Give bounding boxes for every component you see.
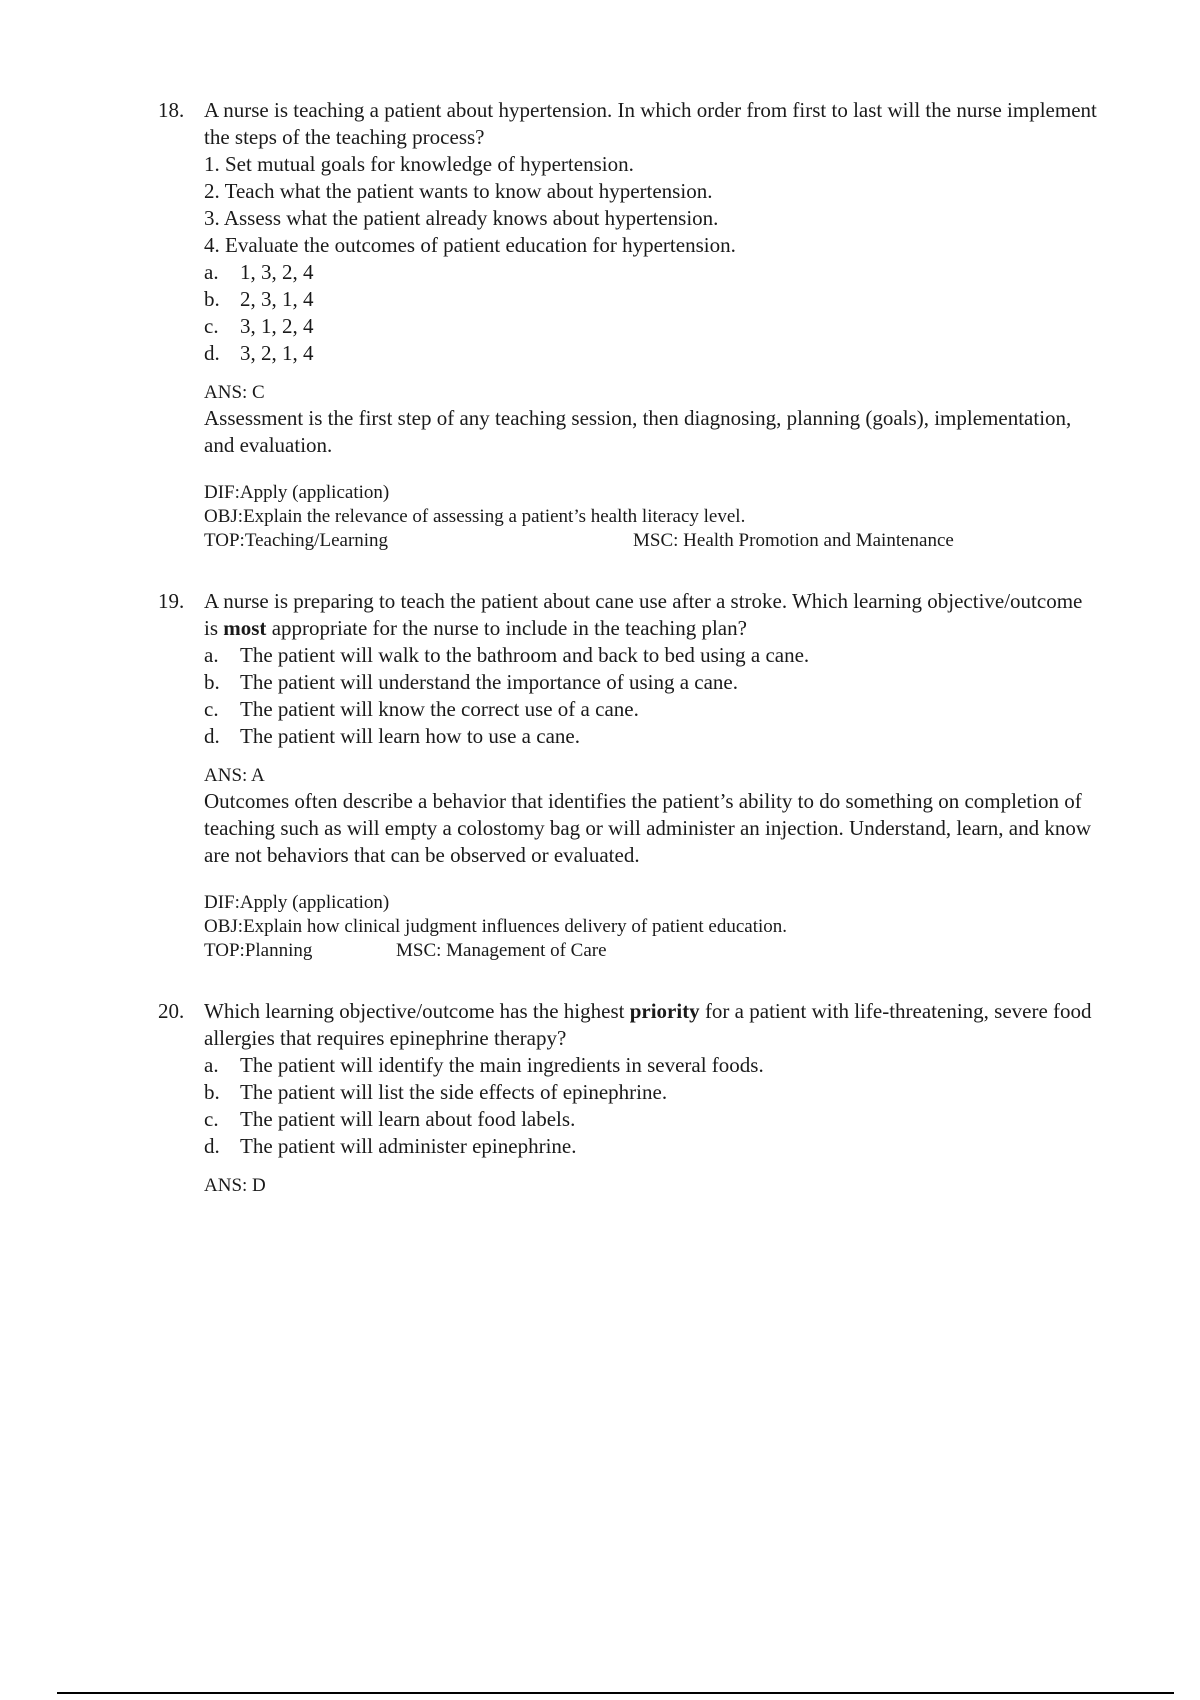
topic-label: TOP:Planning xyxy=(204,940,313,961)
difficulty-label: DIF:Apply (application) xyxy=(204,482,390,503)
option-c xyxy=(204,696,1098,723)
objective-label: OBJ:Explain the relevance of assessing a patient’s health literacy level. xyxy=(204,506,746,527)
option-list xyxy=(204,1052,1098,1160)
option-text: The patient will know the correct use of a cane. xyxy=(240,697,639,721)
question-18 xyxy=(158,97,1098,553)
metadata-block xyxy=(204,891,1098,963)
stem-text: A nurse is preparing to teach the patient about cane use after a stroke. Which learning objective/outcome is xyxy=(204,589,1083,640)
question-number: 19. xyxy=(158,589,185,613)
metadata-block xyxy=(204,481,1098,553)
option-letter: c. xyxy=(204,1107,219,1131)
rationale-text: Assessment is the first step of any teaching session, then diagnosing, planning (goals), implementation, and evaluation. xyxy=(204,406,1072,457)
option-letter: a. xyxy=(204,643,219,667)
option-letter: b. xyxy=(204,670,220,694)
option-letter: d. xyxy=(204,724,220,748)
option-d xyxy=(204,340,1098,367)
rationale-text: Outcomes often describe a behavior that identifies the patient’s ability to do something on completion of teaching such as will empty a colostomy bag or will administer an injection. Understand, learn, and know are not behaviors that can be observed or evaluated. xyxy=(204,789,1092,867)
answer-key: ANS: A xyxy=(204,765,265,786)
option-letter: c. xyxy=(204,697,219,721)
question-stem: A nurse is teaching a patient about hypertension. In which order from first to last will the nurse implement the steps of the teaching process? xyxy=(204,98,1097,149)
msc-label: MSC: Health Promotion and Maintenance xyxy=(633,530,954,551)
option-letter: a. xyxy=(204,1053,219,1077)
option-text: The patient will administer epinephrine. xyxy=(240,1134,577,1158)
question-19 xyxy=(158,588,1098,963)
option-list xyxy=(204,259,1098,367)
option-a xyxy=(204,1052,1098,1079)
answer-key: ANS: D xyxy=(204,1175,266,1196)
option-letter: b. xyxy=(204,1080,220,1104)
stem-text: for a patient with life-threatening, severe food allergies that requires epinephrine therapy? xyxy=(204,999,1092,1050)
question-stem xyxy=(204,588,1098,642)
option-text: The patient will learn about food labels. xyxy=(240,1107,576,1131)
option-text: 3, 2, 1, 4 xyxy=(240,341,314,365)
option-text: The patient will understand the importance of using a cane. xyxy=(240,670,739,694)
step-item: 1. Set mutual goals for knowledge of hypertension. xyxy=(204,152,634,176)
stem-emphasis: priority xyxy=(629,999,700,1023)
option-list xyxy=(204,642,1098,750)
option-text: The patient will list the side effects of epinephrine. xyxy=(240,1080,668,1104)
stem-text: appropriate for the nurse to include in the teaching plan? xyxy=(266,616,747,640)
option-b xyxy=(204,1079,1098,1106)
option-b xyxy=(204,286,1098,313)
topic-label: TOP:Teaching/Learning xyxy=(204,530,389,551)
question-number: 20. xyxy=(158,999,185,1023)
option-d xyxy=(204,1133,1098,1160)
option-a xyxy=(204,642,1098,669)
option-text: 1, 3, 2, 4 xyxy=(240,260,314,284)
option-letter: d. xyxy=(204,341,220,365)
difficulty-label: DIF:Apply (application) xyxy=(204,892,390,913)
stem-emphasis: most xyxy=(223,616,267,640)
msc-label: MSC: Management of Care xyxy=(396,940,607,961)
question-stem xyxy=(204,998,1098,1052)
question-20 xyxy=(158,998,1098,1198)
step-item: 4. Evaluate the outcomes of patient education for hypertension. xyxy=(204,233,736,257)
step-list xyxy=(204,151,1098,259)
stem-text: Which learning objective/outcome has the highest xyxy=(204,999,630,1023)
option-text: The patient will walk to the bathroom and back to bed using a cane. xyxy=(240,643,810,667)
option-letter: b. xyxy=(204,287,220,311)
option-text: The patient will learn how to use a cane. xyxy=(240,724,580,748)
option-letter: c. xyxy=(204,314,219,338)
option-d xyxy=(204,723,1098,750)
option-text: 3, 1, 2, 4 xyxy=(240,314,314,338)
step-item: 2. Teach what the patient wants to know about hypertension. xyxy=(204,179,713,203)
option-a xyxy=(204,259,1098,286)
option-text: 2, 3, 1, 4 xyxy=(240,287,314,311)
option-c xyxy=(204,313,1098,340)
footer-rule xyxy=(57,1692,1174,1694)
option-c xyxy=(204,1106,1098,1133)
question-number: 18. xyxy=(158,98,185,122)
step-item: 3. Assess what the patient already knows about hypertension. xyxy=(204,206,719,230)
option-letter: a. xyxy=(204,260,219,284)
option-text: The patient will identify the main ingredients in several foods. xyxy=(240,1053,764,1077)
objective-label: OBJ:Explain how clinical judgment influences delivery of patient education. xyxy=(204,916,788,937)
answer-key: ANS: C xyxy=(204,382,265,403)
option-letter: d. xyxy=(204,1134,220,1158)
option-b xyxy=(204,669,1098,696)
